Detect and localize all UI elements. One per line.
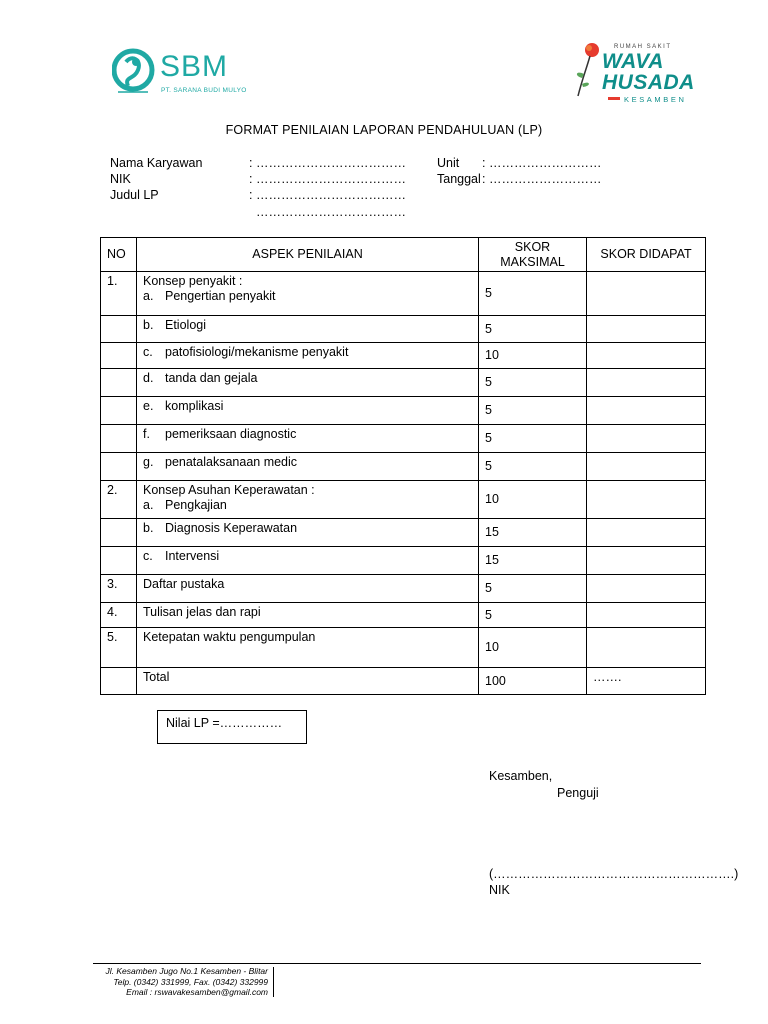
total-label: Total xyxy=(137,668,479,695)
row-sub-letter: g. xyxy=(143,455,154,469)
row-score-obtained[interactable] xyxy=(587,453,706,481)
row-sub-letter: c. xyxy=(143,549,153,563)
row-score-obtained[interactable] xyxy=(587,519,706,547)
row-text: Diagnosis Keperawatan xyxy=(165,521,298,535)
row-score-obtained[interactable] xyxy=(587,575,706,603)
row-score-obtained[interactable] xyxy=(587,547,706,575)
nilai-lp-box[interactable]: Nilai LP =…………… xyxy=(157,710,307,744)
row-no: 3. xyxy=(101,575,137,603)
row-aspek xyxy=(137,369,479,397)
row-score-max: 5 xyxy=(479,453,587,481)
table-row xyxy=(101,628,706,668)
table-row xyxy=(101,481,706,519)
row-aspek xyxy=(137,343,479,369)
row-score-max: 5 xyxy=(479,369,587,397)
row-score-obtained[interactable] xyxy=(587,343,706,369)
row-no: 5. xyxy=(101,628,137,668)
nama-karyawan-field[interactable]: : ……………………………… xyxy=(249,156,406,170)
wava-logo-line3: KESAMBEN xyxy=(624,95,687,104)
table-row xyxy=(101,453,706,481)
judul-lp-field[interactable]: : ……………………………… xyxy=(249,188,406,202)
table-row xyxy=(101,272,706,316)
row-aspek xyxy=(137,316,479,343)
document-title: FORMAT PENILAIAN LAPORAN PENDAHULUAN (LP) xyxy=(225,123,543,137)
table-row xyxy=(101,575,706,603)
row-score-max: 5 xyxy=(479,316,587,343)
signature-nik: NIK xyxy=(489,883,510,897)
score-table xyxy=(100,237,706,695)
table-row xyxy=(101,397,706,425)
row-score-max: 10 xyxy=(479,481,587,519)
total-score-max: 100 xyxy=(479,668,587,695)
total-score-obtained[interactable]: ……. xyxy=(587,668,706,695)
row-aspek xyxy=(137,453,479,481)
tanggal-field[interactable]: : ……………………… xyxy=(482,172,602,186)
row-sub-letter: b. xyxy=(143,318,154,332)
row-heading: Konsep Asuhan Keperawatan : xyxy=(143,483,315,497)
nama-karyawan-label: Nama Karyawan xyxy=(110,156,203,170)
row-score-max: 5 xyxy=(479,425,587,453)
row-sub-letter: b. xyxy=(143,521,154,535)
table-row xyxy=(101,547,706,575)
header-skor-maksimal-line1: SKOR xyxy=(514,239,551,254)
tanggal-label: Tanggal xyxy=(437,172,481,186)
signature-place: Kesamben, xyxy=(489,769,553,783)
wava-logo-line1: WAVA xyxy=(602,50,664,73)
signature-role: Penguji xyxy=(557,786,599,800)
sbm-logo xyxy=(112,40,252,102)
judul-lp-label: Judul LP xyxy=(110,188,159,202)
address-line-3: Email : rswavakesamben@gmail.com xyxy=(126,987,268,997)
address-line-2: Telp. (0342) 331999, Fax. (0342) 332999 xyxy=(113,976,268,987)
unit-field[interactable]: : ……………………… xyxy=(482,156,602,170)
judul-lp-field-line2[interactable]: ……………………………… xyxy=(256,205,406,219)
row-text: Pengkajian xyxy=(165,498,227,512)
table-row xyxy=(101,316,706,343)
row-score-max: 15 xyxy=(479,547,587,575)
row-aspek: Tulisan jelas dan rapi xyxy=(137,603,479,628)
row-no: 2. xyxy=(101,481,137,519)
row-score-obtained[interactable] xyxy=(587,316,706,343)
total-no-cell xyxy=(101,668,137,695)
row-no xyxy=(101,397,137,425)
row-no xyxy=(101,425,137,453)
row-score-max: 5 xyxy=(479,272,587,316)
row-no xyxy=(101,519,137,547)
address-divider xyxy=(273,967,274,997)
row-aspek xyxy=(137,397,479,425)
row-sub-letter: a. xyxy=(143,289,154,303)
table-header-row xyxy=(101,238,706,272)
row-text: Intervensi xyxy=(165,549,220,563)
row-sub-letter: d. xyxy=(143,371,154,385)
row-aspek xyxy=(137,547,479,575)
table-row xyxy=(101,425,706,453)
unit-label: Unit xyxy=(437,156,460,170)
row-aspek: Daftar pustaka xyxy=(137,575,479,603)
header-skor-didapat: SKOR DIDAPAT xyxy=(587,238,706,272)
nik-label: NIK xyxy=(110,172,131,186)
row-aspek xyxy=(137,481,479,519)
row-aspek: Ketepatan waktu pengumpulan xyxy=(137,628,479,668)
wava-logo-stripe xyxy=(608,97,620,100)
row-score-max: 5 xyxy=(479,575,587,603)
row-sub-letter: a. xyxy=(143,498,154,512)
header-skor-maksimal-line2: MAKSIMAL xyxy=(500,254,565,269)
row-sub-letter: f. xyxy=(143,427,150,441)
row-no xyxy=(101,369,137,397)
row-score-obtained[interactable] xyxy=(587,425,706,453)
row-score-obtained[interactable] xyxy=(587,481,706,519)
row-no: 4. xyxy=(101,603,137,628)
table-row xyxy=(101,603,706,628)
row-score-obtained[interactable] xyxy=(587,603,706,628)
row-score-max: 10 xyxy=(479,343,587,369)
row-no xyxy=(101,316,137,343)
address-line-1: Jl. Kesamben Jugo No.1 Kesamben - Blitar xyxy=(105,966,268,976)
footer-divider xyxy=(93,963,701,964)
row-score-obtained[interactable] xyxy=(587,397,706,425)
row-sub-letter: c. xyxy=(143,345,153,359)
row-text: Etiologi xyxy=(165,318,206,332)
header-no: NO xyxy=(101,238,137,272)
signature-name-line[interactable]: (………………………………………………….) xyxy=(489,867,739,881)
wava-logo-pre: RUMAH SAKIT xyxy=(614,44,672,50)
rose-icon xyxy=(572,40,606,98)
row-score-max: 15 xyxy=(479,519,587,547)
row-score-max: 10 xyxy=(479,628,587,668)
sbm-emblem-icon xyxy=(112,40,156,100)
table-row xyxy=(101,369,706,397)
footer-address xyxy=(93,966,268,998)
sbm-logo-subtitle: PT. SARANA BUDI MULYO xyxy=(161,87,247,94)
row-score-obtained[interactable] xyxy=(587,628,706,668)
row-score-obtained[interactable] xyxy=(587,369,706,397)
row-no: 1. xyxy=(101,272,137,316)
row-aspek xyxy=(137,272,479,316)
row-no xyxy=(101,547,137,575)
row-score-max: 5 xyxy=(479,603,587,628)
wava-logo-line2: HUSADA xyxy=(602,71,695,94)
row-aspek xyxy=(137,425,479,453)
row-text: komplikasi xyxy=(165,399,224,413)
row-no xyxy=(101,343,137,369)
table-row xyxy=(101,343,706,369)
row-score-max: 5 xyxy=(479,397,587,425)
row-text: pemeriksaan diagnostic xyxy=(165,427,297,441)
nik-field[interactable]: : ……………………………… xyxy=(249,172,406,186)
row-sub-letter: e. xyxy=(143,399,154,413)
header-skor-maksimal xyxy=(479,238,587,272)
row-aspek xyxy=(137,519,479,547)
wava-husada-logo xyxy=(572,38,698,104)
row-heading: Konsep penyakit : xyxy=(143,274,243,288)
table-row xyxy=(101,519,706,547)
row-text: Pengertian penyakit xyxy=(165,289,276,303)
sbm-logo-name: SBM xyxy=(160,50,229,83)
row-score-obtained[interactable] xyxy=(587,272,706,316)
row-text: tanda dan gejala xyxy=(165,371,258,385)
row-text: patofisiologi/mekanisme penyakit xyxy=(165,345,349,359)
header-aspek: ASPEK PENILAIAN xyxy=(137,238,479,272)
table-total-row xyxy=(101,668,706,695)
row-text: penatalaksanaan medic xyxy=(165,455,298,469)
row-no xyxy=(101,453,137,481)
